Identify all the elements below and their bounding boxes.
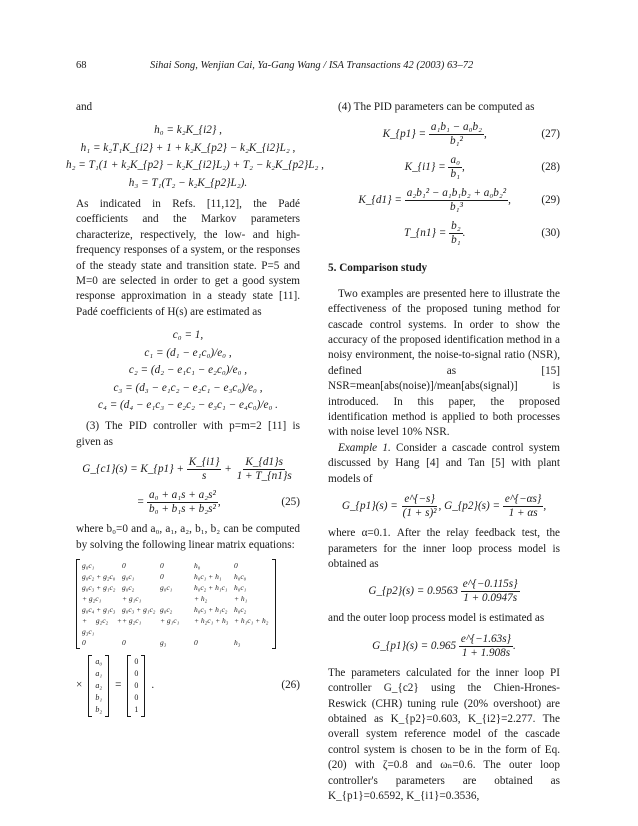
matrix-cell: h₀c₃ + h₁c₂ <box>194 604 228 614</box>
matrix-cell: + g₁c₁ <box>122 593 142 603</box>
gp2h-num: e^{−0.115s} <box>462 578 518 591</box>
unknown-entry: a₁ <box>95 668 103 678</box>
equation-inner-model <box>328 578 560 605</box>
matrix-cell: h₀c₁ + h₁ <box>194 571 222 581</box>
matrix-cell: 0 <box>234 560 238 570</box>
matrix-cell: g₀c₂ <box>160 604 173 614</box>
paragraph-pid: (3) The PID controller with p=m=2 [11] is given as <box>76 420 300 448</box>
equation-outer-model <box>328 633 560 660</box>
rhs-entry: 0 <box>134 668 139 678</box>
eq27-comma: , <box>483 128 487 141</box>
rhs-entry: 0 <box>134 680 139 690</box>
gp2-lhs: G_{p2}(s) = <box>444 500 501 513</box>
equation-25 <box>76 456 300 483</box>
gp2-den: 1 + αs <box>508 507 538 520</box>
matrix-cell: h₀c₁ <box>234 582 247 592</box>
rhs-entry: 1 <box>134 704 139 714</box>
gp1-sep: , <box>438 500 442 513</box>
eq27-den: b₁² <box>450 135 463 148</box>
equation-number-29: (29) <box>541 194 560 207</box>
rhs-entry: 0 <box>134 692 139 702</box>
unknown-entry: a₀ <box>95 656 103 666</box>
gp2h-frac <box>461 578 520 605</box>
matrix-cell: h₀c₀ <box>234 571 247 581</box>
eq25-frac-ab-num: a₀ + a₁s + a₂s² <box>149 489 216 502</box>
matrix-cell: g₀c₁ <box>82 560 95 570</box>
eq28-comma: , <box>461 161 465 174</box>
eq25-equals: = <box>136 496 145 509</box>
equation-number-28: (28) <box>541 161 560 174</box>
equation-c2: c₂ = (d₂ − e₁c₁ − e₂c₀)/e₀ , <box>128 364 248 377</box>
matrix-cell: + g₂c₁ <box>122 615 142 625</box>
matrix-cell: + h₁ <box>234 593 248 603</box>
right-column <box>328 100 560 804</box>
eq25-frac-kd-num: K_{d1}s <box>245 456 283 469</box>
rhs-vector <box>127 655 145 717</box>
gp1-lhs: G_{p1}(s) = <box>341 500 398 513</box>
eq29-num: a₂b₁² − a₁b₁b₂ + a₀b₂² <box>406 187 507 200</box>
eq25-frac-ki <box>187 456 222 483</box>
gp2-frac <box>503 493 543 520</box>
matrix-cell: 0 <box>160 560 164 570</box>
eq30-den: b₁ <box>451 234 461 247</box>
matrix-cell: h₀c₂ <box>234 604 247 614</box>
matrix-cell: g₀c₃ + g₁c₂ <box>122 604 156 614</box>
eq25-frac-kd <box>235 456 294 483</box>
times-sign: × <box>76 679 83 692</box>
gp1h-den: 1 + 1.908s <box>461 646 511 659</box>
equation-h2: h₂ = T₁(1 + k₂K_{p2} − k₂K_{i2}L₂) + T₂ − k₂K_{p2}L₂ , <box>66 159 324 172</box>
matrix-cell: + g₁c₁ <box>160 615 180 625</box>
eq29-frac <box>405 187 508 214</box>
eq30-num: b₂ <box>451 220 461 233</box>
gp1-frac <box>401 493 439 520</box>
matrix-cell: h₀c₂ + h₁c₁ <box>194 582 228 592</box>
equation-c3: c₃ = (d₃ − e₁c₂ − e₂c₁ − e₃c₀)/e₀ , <box>113 381 263 394</box>
equation-30 <box>328 220 560 247</box>
vector-equals: = <box>115 679 122 692</box>
rhs-entry: 0 <box>134 656 139 666</box>
gp2h-lhs: G_{p2}(s) = 0.9563 <box>368 585 458 598</box>
eq30-lhs: T_{n1} = <box>403 227 447 240</box>
paragraph-inner-loop: where α=0.1. After the relay feedback test, the parameters for the inner loop process model is obtained as <box>328 527 560 570</box>
eq29-lhs: K_{d1} = <box>358 194 402 207</box>
gp1h-frac <box>459 633 513 660</box>
equation-h0: h₀ = k₂K_{i2} , <box>154 124 222 137</box>
eq25-frac-kd-den: 1 + T_{n1}s <box>236 470 292 483</box>
matrix-cell: + h₂ <box>194 593 208 603</box>
eq25-plus: + <box>224 463 232 476</box>
gp2-comma: , <box>543 500 547 513</box>
matrix-cell <box>160 593 194 604</box>
eq28-frac <box>448 154 461 181</box>
unknown-entry: b₂ <box>95 704 103 714</box>
matrix-cell: g₀c₄ + g₁c₃ <box>82 604 116 614</box>
eq25-frac-ab-den: b₀ + b₁s + b₂s² <box>149 503 216 516</box>
text-and: and <box>76 101 93 113</box>
equation-c0: c₀ = 1, <box>172 329 204 342</box>
unknowns-vector-entries <box>92 655 105 717</box>
vector-period: . <box>151 679 155 692</box>
coefficient-matrix <box>76 559 300 649</box>
eq28-den: b₁ <box>450 168 460 181</box>
equation-27 <box>328 121 560 148</box>
gp1h-lhs: G_{p1}(s) = 0.965 <box>372 639 457 652</box>
page-number: 68 <box>76 60 87 71</box>
running-head: Sihai Song, Wenjian Cai, Ya-Gang Wang / ISA Transactions 42 (2003) 63–72 <box>150 60 474 71</box>
paragraph-parameters: The parameters calculated for the inner loop PI controller G_{c2} using the Chien-Hrones-Reswick (CHR) tuning rule (20% overshoot) are obtained as K_{p2}=0.603, K_{i2}=2.277. The overall system reference model of the cascade control system is chosen to be in the form of Eq. (20) with ζ=0.8 and ωₙ=0.6. The outer loop controller's parameters are obtained as K_{p1}=0.6592, K_{i1}=0.3536, <box>328 666 560 802</box>
matrix-cell: 0 <box>160 571 164 581</box>
unknowns-right-bracket <box>105 655 109 717</box>
paragraph-comparison: Two examples are presented here to illustrate the effectiveness of the proposed tuning method for cascade control systems. In order to show the accuracy of the proposed identification method in a noisy environment, the noise-to-signal ratio (NSR), defined as [15] NSR=mean[abs(noise)]/mean[abs(signal)] is introduced. In this paper, the proposed identification method is applied to both processes with noise level 10% NSR. <box>328 287 560 439</box>
example-text: Consider a cascade control system discussed by Hang [4] and Tan [5] with plant models of <box>328 441 561 485</box>
gp1-den: (1 + s)² <box>402 507 437 520</box>
equation-plant-models <box>328 493 560 520</box>
matrix-cell: 0 <box>194 637 198 647</box>
equation-number-30: (30) <box>541 227 560 240</box>
equation-number-25: (25) <box>281 495 300 508</box>
paragraph-outer-loop: and the outer loop process model is estimated as <box>328 612 545 625</box>
matrix-cell: g₀c₂ + g₂c₀ <box>82 571 116 581</box>
paragraph-where: where b₀=0 and a₀, a₁, a₂, b₁, b₂ can be computed by solving the following linear matrix equations: <box>76 523 300 551</box>
matrix-cell: + g₂c₂ + g₃c₁ <box>82 615 122 636</box>
equation-c1: c₁ = (d₁ − e₁c₀)/e₀ , <box>144 346 232 359</box>
matrix-cell: h₀ <box>194 560 201 570</box>
equation-25-rhs <box>76 489 300 516</box>
matrix-cell: + g₂c₁ <box>82 593 102 603</box>
eq27-frac <box>429 121 484 148</box>
rhs-right-bracket <box>141 655 145 717</box>
gp2-num: e^{−αs} <box>504 493 542 506</box>
gp1h-num: e^{−1.63s} <box>460 632 512 645</box>
matrix-cell: + h₁c₁ + h₂ <box>234 615 269 625</box>
matrix-cell: g₀c₃ + g₁c₂ <box>82 582 116 592</box>
matrix-cell: 0 <box>122 560 126 570</box>
matrix-cell: h₃ <box>234 637 241 647</box>
equation-26 <box>76 655 300 717</box>
eq25-frac-ki-num: K_{i1} <box>188 456 220 469</box>
unknown-entry: a₂ <box>95 680 103 690</box>
eq27-lhs: K_{p1} = <box>382 128 427 141</box>
eq29-den: b₁³ <box>450 201 463 214</box>
matrix-cell: + h₂c₁ + h₃ <box>194 615 229 625</box>
example-label: Example 1. <box>338 441 391 454</box>
section-heading: 5. Comparison study <box>328 262 428 275</box>
equation-28 <box>328 154 560 181</box>
paragraph-pid-params: (4) The PID parameters can be computed as <box>338 101 535 113</box>
matrix-cell: g₀c₁ <box>160 582 173 592</box>
matrix-cell: g₃ <box>160 637 167 647</box>
eq25-frac-ab <box>147 489 218 516</box>
eq27-num: a₁b₁ − a₀b₂ <box>430 121 482 134</box>
eq29-comma: , <box>508 194 511 207</box>
matrix-cell: g₀c₁ <box>122 571 135 581</box>
paragraph-pade: As indicated in Refs. [11,12], the Padé coefficients and the Markov parameters characterize, respectively, the low- and high-frequency responses of a system, or the responses of the steady state and transition state. P=5 and M=0 are selected in order to get a good system response approximation in a steady state [11]. Padé coefficients of H(s) are estimated as <box>76 198 300 318</box>
gp1h-dot: . <box>513 639 516 652</box>
eq30-dot: . <box>462 227 466 240</box>
equation-h3: h₃ = T₁(T₂ − k₂K_{p2}L₂). <box>128 176 248 189</box>
equation-number-27: (27) <box>541 128 560 141</box>
eq28-num: a₀ <box>450 154 460 167</box>
eq25-frac-ki-den: s <box>201 470 207 483</box>
eq30-frac <box>449 220 462 247</box>
eq25-lhs: G_{c1}(s) = K_{p1} + <box>82 463 184 476</box>
equation-29 <box>328 187 560 214</box>
matrix-cell: g₀c₂ <box>122 582 135 592</box>
left-column <box>66 100 324 717</box>
matrix-cell: 0 <box>122 637 126 647</box>
matrix-grid <box>80 559 272 649</box>
unknown-entry: b₁ <box>95 692 103 702</box>
matrix-right-bracket <box>272 559 276 649</box>
paragraph-example-1 <box>328 441 560 487</box>
gp1-num: e^{−s} <box>404 493 435 506</box>
equation-number-26: (26) <box>281 679 300 692</box>
equation-h1: h₁ = k₂T₁K_{i2} + 1 + k₂K_{p2} − k₂K_{i2}L₂ , <box>80 141 296 154</box>
matrix-cell: 0 <box>82 637 86 647</box>
eq28-lhs: K_{i1} = <box>404 161 446 174</box>
rhs-vector-entries <box>131 655 141 717</box>
unknowns-vector <box>88 655 109 717</box>
gp2h-den: 1 + 0.0947s <box>463 592 518 605</box>
eq25-comma: , <box>217 496 221 509</box>
equation-c4: c₄ = (d₄ − e₁c₃ − e₂c₂ − e₃c₁ − e₄c₀)/e₀ . <box>98 398 278 411</box>
